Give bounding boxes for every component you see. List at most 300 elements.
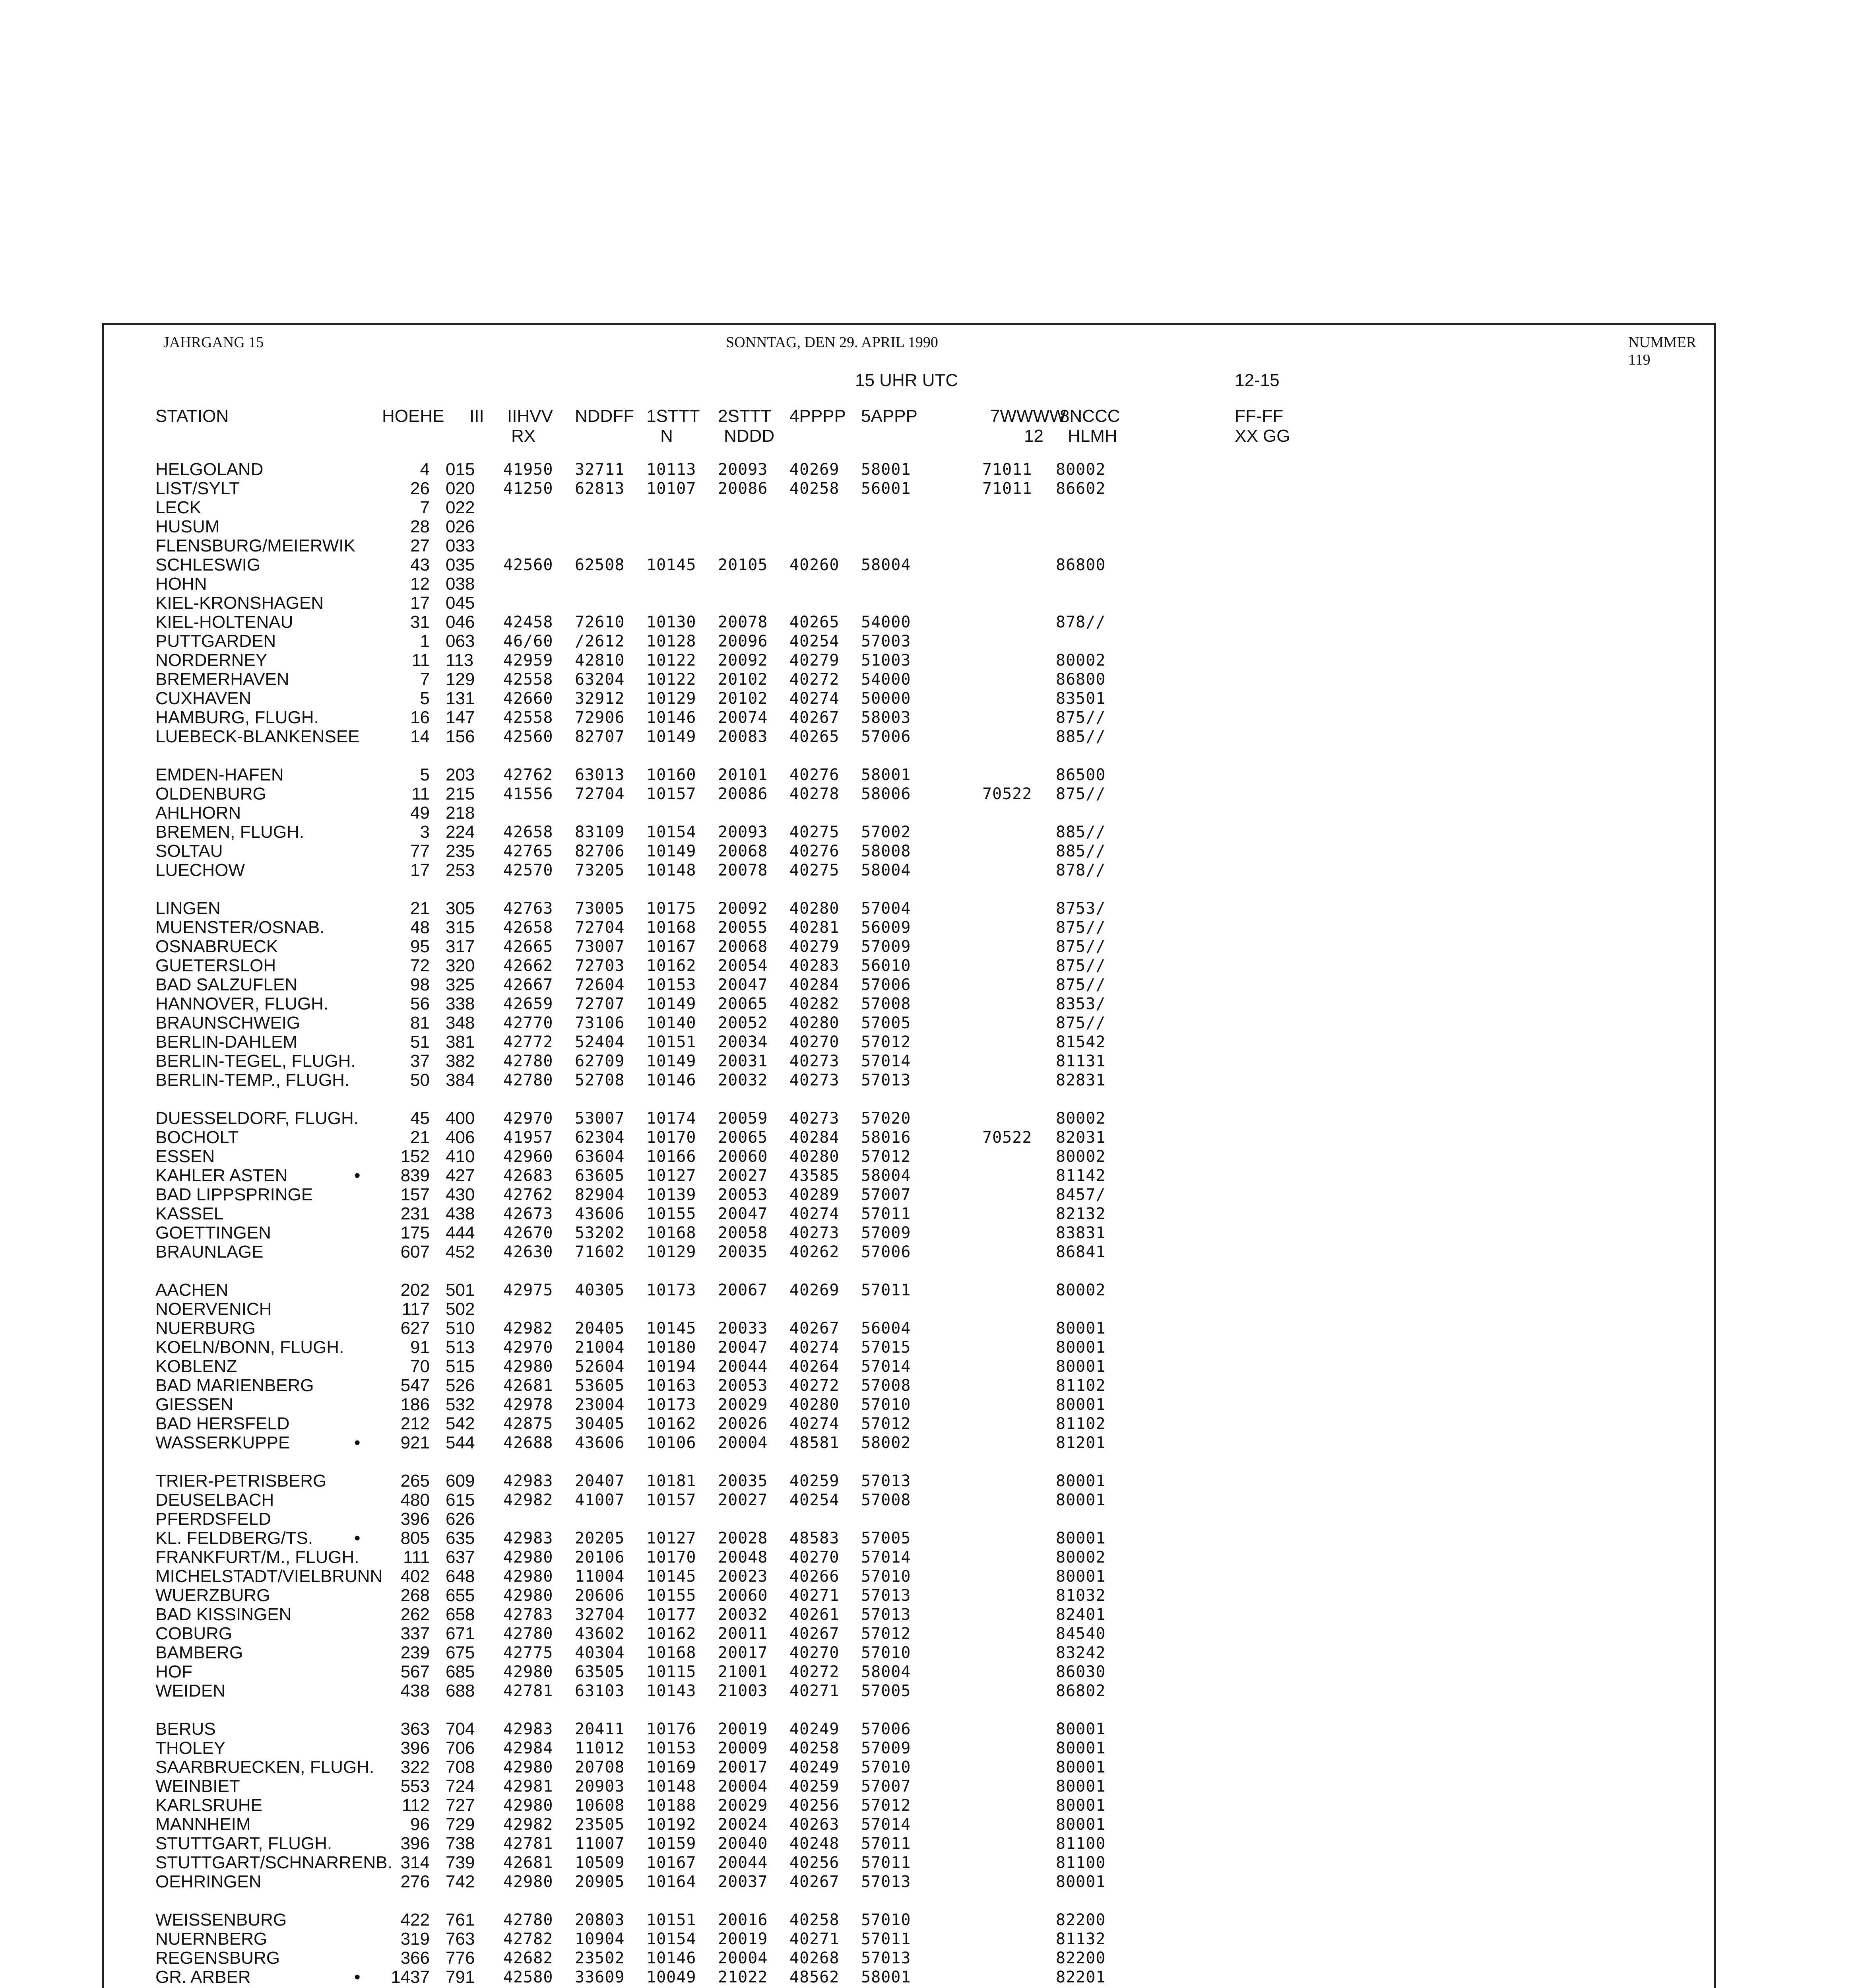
group-2sttt: 20102 — [718, 670, 768, 689]
group-1sttt: 10180 — [646, 1338, 696, 1357]
group-iihvv: 42980 — [503, 1586, 553, 1605]
group-iihvv: 42667 — [503, 976, 553, 994]
group-1sttt: 10115 — [646, 1663, 696, 1681]
group-4pppp: 40273 — [789, 1109, 840, 1128]
group-8nccc: 83242 — [1056, 1644, 1106, 1662]
group-5appp: 57005 — [861, 1014, 911, 1032]
group-2sttt: 20026 — [718, 1415, 768, 1433]
group-nddff: 32711 — [575, 460, 625, 479]
group-5appp: 57011 — [861, 1930, 911, 1948]
group-4pppp: 40279 — [789, 651, 840, 670]
station-name: STUTTGART, FLUGH. — [155, 1834, 332, 1853]
group-2sttt: 20047 — [718, 976, 768, 994]
station-height: 212 — [400, 1414, 430, 1433]
station-index: 022 — [446, 498, 475, 517]
station-height: 72 — [410, 956, 430, 975]
group-2sttt: 20086 — [718, 480, 768, 498]
station-height: 112 — [402, 1796, 430, 1815]
station-name: SOLTAU — [155, 841, 223, 861]
station-index: 348 — [446, 1013, 475, 1033]
group-1sttt: 10149 — [646, 995, 696, 1013]
table-row — [104, 1968, 1694, 1987]
table-row — [104, 689, 1694, 708]
group-8nccc: 86800 — [1056, 556, 1106, 574]
table-row — [104, 975, 1694, 994]
station-name: FLENSBURG/MEIERWIK — [155, 536, 355, 555]
group-1sttt: 10146 — [646, 1071, 696, 1089]
station-height: 48 — [410, 918, 430, 937]
group-4pppp: 43585 — [789, 1167, 840, 1185]
group-nddff: 72704 — [575, 785, 625, 803]
col-8nccc: 8NCCC — [1060, 406, 1120, 426]
group-2sttt: 20093 — [718, 460, 768, 479]
station-name: NUERNBERG — [155, 1929, 268, 1949]
station-name: MUENSTER/OSNAB. — [155, 918, 325, 937]
group-8nccc: 82200 — [1056, 1911, 1106, 1929]
group-2sttt: 20060 — [718, 1586, 768, 1605]
group-5appp: 58001 — [861, 460, 911, 479]
station-height: 51 — [410, 1032, 430, 1052]
station-height: 268 — [400, 1586, 430, 1605]
group-iihvv: 42688 — [503, 1434, 553, 1452]
station-height: 396 — [400, 1834, 430, 1853]
group-nddff: 63604 — [575, 1147, 625, 1166]
group-1sttt: 10127 — [646, 1167, 696, 1185]
station-index: 515 — [446, 1357, 475, 1376]
station-index: 382 — [446, 1051, 475, 1071]
group-nddff: 23505 — [575, 1815, 625, 1834]
table-row — [104, 1300, 1694, 1319]
group-4pppp: 40271 — [789, 1930, 840, 1948]
group-8nccc: 86802 — [1056, 1682, 1106, 1700]
group-4pppp: 40274 — [789, 1338, 840, 1357]
group-1sttt: 10106 — [646, 1434, 696, 1452]
group-5appp: 51003 — [861, 651, 911, 670]
station-index: 626 — [446, 1509, 475, 1529]
table-row — [104, 994, 1694, 1013]
group-1sttt: 10149 — [646, 728, 696, 746]
station-name: BREMERHAVEN — [155, 670, 289, 689]
volume-label: JAHRGANG 15 — [163, 334, 264, 351]
station-height: 402 — [400, 1567, 430, 1586]
station-height: 627 — [400, 1318, 430, 1338]
table-row — [104, 1281, 1694, 1300]
group-5appp: 57015 — [861, 1338, 911, 1357]
table-row — [104, 1109, 1694, 1128]
group-4pppp: 40276 — [789, 766, 840, 784]
group-2sttt: 21022 — [718, 1968, 768, 1986]
table-row — [104, 498, 1694, 517]
group-4pppp: 40258 — [789, 480, 840, 498]
group-4pppp: 40254 — [789, 1491, 840, 1509]
station-index: 015 — [446, 460, 475, 479]
group-8nccc: 80002 — [1056, 1548, 1106, 1567]
issue-number: NUMMER 119 — [1628, 334, 1697, 368]
station-height: 157 — [400, 1185, 430, 1204]
col-iihvv: IIHVV — [507, 406, 553, 426]
station-name: OLDENBURG — [155, 784, 266, 804]
table-row — [104, 1796, 1694, 1815]
table-row — [104, 1605, 1694, 1624]
station-height: 337 — [400, 1624, 430, 1643]
group-nddff: 21004 — [575, 1338, 625, 1357]
station-name: BREMEN, FLUGH. — [155, 822, 305, 842]
station-height: 1437 — [391, 1967, 430, 1987]
group-5appp: 57011 — [861, 1205, 911, 1223]
group-2sttt: 20053 — [718, 1376, 768, 1395]
mountain-marker: • — [354, 1166, 361, 1185]
group-iihvv: 42762 — [503, 1186, 553, 1204]
station-name: KOELN/BONN, FLUGH. — [155, 1338, 344, 1357]
group-iihvv: 42658 — [503, 823, 553, 841]
group-5appp: 57003 — [861, 632, 911, 650]
group-nddff: 20803 — [575, 1911, 625, 1929]
group-4pppp: 40284 — [789, 1128, 840, 1147]
table-row — [104, 613, 1694, 632]
group-nddff: 72610 — [575, 613, 625, 631]
group-iihvv: 42984 — [503, 1739, 553, 1757]
group-2sttt: 20023 — [718, 1567, 768, 1586]
station-index: 526 — [446, 1376, 475, 1395]
group-5appp: 57005 — [861, 1682, 911, 1700]
station-height: 202 — [400, 1280, 430, 1300]
table-row — [104, 1930, 1694, 1949]
station-height: 17 — [410, 593, 430, 613]
group-2sttt: 20027 — [718, 1491, 768, 1509]
station-name: ESSEN — [155, 1147, 215, 1166]
station-index: 315 — [446, 918, 475, 937]
station-index: 020 — [446, 479, 475, 498]
station-name: DUESSELDORF, FLUGH. — [155, 1109, 359, 1128]
col-n: N — [660, 426, 673, 446]
group-4pppp: 40271 — [789, 1682, 840, 1700]
station-height: 438 — [400, 1681, 430, 1701]
station-index: 203 — [446, 765, 475, 784]
group-5appp: 58002 — [861, 1434, 911, 1452]
station-height: 37 — [410, 1051, 430, 1071]
group-2sttt: 20024 — [718, 1815, 768, 1834]
group-nddff: 40304 — [575, 1644, 625, 1662]
station-height: 77 — [410, 841, 430, 861]
station-name: PUTTGARDEN — [155, 631, 276, 651]
group-2sttt: 20032 — [718, 1071, 768, 1089]
group-1sttt: 10129 — [646, 1243, 696, 1261]
group-5appp: 57014 — [861, 1052, 911, 1070]
station-index: 452 — [446, 1242, 475, 1262]
group-nddff: 41007 — [575, 1491, 625, 1509]
station-name: FRANKFURT/M., FLUGH. — [155, 1547, 359, 1567]
group-1sttt: 10130 — [646, 613, 696, 631]
group-nddff: 42810 — [575, 651, 625, 670]
table-row — [104, 1242, 1694, 1262]
table-row — [104, 1166, 1694, 1185]
group-8nccc: 875// — [1056, 938, 1106, 956]
group-8nccc: 83501 — [1056, 689, 1106, 708]
station-height: 276 — [400, 1872, 430, 1891]
table-row — [104, 1510, 1694, 1529]
group-4pppp: 40254 — [789, 632, 840, 650]
group-nddff: 73007 — [575, 938, 625, 956]
station-index: 444 — [446, 1223, 475, 1242]
group-4pppp: 40282 — [789, 995, 840, 1013]
group-4pppp: 40262 — [789, 1243, 840, 1261]
group-nddff: 71602 — [575, 1243, 625, 1261]
table-row — [104, 1338, 1694, 1357]
group-5appp: 56010 — [861, 957, 911, 975]
group-iihvv: 42630 — [503, 1243, 553, 1261]
col-2sttt: 2STTT — [718, 406, 772, 426]
group-iihvv: 42781 — [503, 1682, 553, 1700]
station-index: 035 — [446, 555, 475, 575]
station-index: 406 — [446, 1128, 475, 1147]
mountain-marker: • — [354, 1433, 361, 1452]
group-8nccc: 80001 — [1056, 1796, 1106, 1815]
group-5appp: 57014 — [861, 1357, 911, 1376]
group-iihvv: 42983 — [503, 1529, 553, 1547]
group-8nccc: 80001 — [1056, 1319, 1106, 1338]
group-1sttt: 10166 — [646, 1147, 696, 1166]
group-nddff: 62813 — [575, 480, 625, 498]
group-nddff: 72707 — [575, 995, 625, 1013]
group-2sttt: 20102 — [718, 689, 768, 708]
group-nddff: 52708 — [575, 1071, 625, 1089]
group-5appp: 57013 — [861, 1472, 911, 1490]
group-iihvv: 42982 — [503, 1319, 553, 1338]
group-1sttt: 10162 — [646, 957, 696, 975]
group-5appp: 56004 — [861, 1319, 911, 1338]
station-name: GIESSEN — [155, 1395, 233, 1414]
group-nddff: 20411 — [575, 1720, 625, 1738]
group-1sttt: 10145 — [646, 556, 696, 574]
group-iihvv: 42665 — [503, 938, 553, 956]
station-height: 43 — [410, 555, 430, 575]
station-name: HANNOVER, FLUGH. — [155, 994, 329, 1013]
group-2sttt: 20004 — [718, 1434, 768, 1452]
group-nddff: 82706 — [575, 842, 625, 860]
group-nddff: 10904 — [575, 1930, 625, 1948]
table-row — [104, 1834, 1694, 1853]
group-nddff: 32912 — [575, 689, 625, 708]
group-iihvv: 42975 — [503, 1281, 553, 1299]
group-nddff: 83109 — [575, 823, 625, 841]
group-5appp: 58001 — [861, 1968, 911, 1986]
group-iihvv: 42683 — [503, 1167, 553, 1185]
group-8nccc: 80002 — [1056, 651, 1106, 670]
station-index: 658 — [446, 1605, 475, 1624]
group-5appp: 57013 — [861, 1606, 911, 1624]
group-4pppp: 40272 — [789, 1663, 840, 1681]
group-1sttt: 10160 — [646, 766, 696, 784]
group-5appp: 57010 — [861, 1396, 911, 1414]
table-row — [104, 1185, 1694, 1204]
station-name: HOF — [155, 1662, 192, 1681]
station-height: 56 — [410, 994, 430, 1013]
group-4pppp: 40256 — [789, 1854, 840, 1872]
group-8nccc: 80001 — [1056, 1739, 1106, 1757]
group-5appp: 57011 — [861, 1281, 911, 1299]
group-4pppp: 40273 — [789, 1071, 840, 1089]
group-4pppp: 40267 — [789, 709, 840, 727]
col-nddd: NDDD — [724, 426, 775, 446]
group-1sttt: 10149 — [646, 1052, 696, 1070]
station-height: 175 — [400, 1223, 430, 1242]
station-index: 338 — [446, 994, 475, 1013]
group-2sttt: 20028 — [718, 1529, 768, 1547]
table-row — [104, 1433, 1694, 1452]
station-index: 325 — [446, 975, 475, 994]
table-row — [104, 708, 1694, 727]
group-nddff: 52604 — [575, 1357, 625, 1376]
station-name: CUXHAVEN — [155, 689, 252, 708]
group-2sttt: 20065 — [718, 995, 768, 1013]
station-height: 265 — [400, 1471, 430, 1491]
group-8nccc: 80001 — [1056, 1529, 1106, 1547]
station-height: 7 — [420, 670, 430, 689]
station-height: 4 — [420, 460, 430, 479]
station-name: PFERDSFELD — [155, 1509, 271, 1529]
table-row — [104, 1872, 1694, 1891]
group-2sttt: 20092 — [718, 651, 768, 670]
station-index: 776 — [446, 1948, 475, 1968]
group-8nccc: 8753/ — [1056, 899, 1106, 918]
group-1sttt: 10167 — [646, 938, 696, 956]
group-7wwww: 71011 — [982, 460, 1032, 479]
group-2sttt: 20035 — [718, 1472, 768, 1490]
col-hlmh: HLMH — [1068, 426, 1117, 446]
table-row — [104, 1910, 1694, 1930]
group-1sttt: 10174 — [646, 1109, 696, 1128]
table-row — [104, 1204, 1694, 1223]
group-iihvv: 42970 — [503, 1338, 553, 1357]
group-1sttt: 10122 — [646, 651, 696, 670]
group-nddff: 73005 — [575, 899, 625, 918]
group-iihvv: 42980 — [503, 1663, 553, 1681]
group-8nccc: 81032 — [1056, 1586, 1106, 1605]
group-2sttt: 20040 — [718, 1835, 768, 1853]
group-8nccc: 885// — [1056, 728, 1106, 746]
group-2sttt: 20047 — [718, 1338, 768, 1357]
group-2sttt: 20019 — [718, 1720, 768, 1738]
group-5appp: 57012 — [861, 1625, 911, 1643]
station-height: 607 — [400, 1242, 430, 1262]
group-iihvv: 42978 — [503, 1396, 553, 1414]
station-index: 688 — [446, 1681, 475, 1701]
group-4pppp: 40273 — [789, 1052, 840, 1070]
group-4pppp: 40276 — [789, 842, 840, 860]
group-nddff: 43606 — [575, 1434, 625, 1452]
group-iihvv: 42570 — [503, 861, 553, 879]
group-iihvv: 42983 — [503, 1472, 553, 1490]
station-index: 113 — [446, 650, 474, 670]
station-height: 28 — [410, 517, 430, 536]
group-4pppp: 40278 — [789, 785, 840, 803]
group-4pppp: 40263 — [789, 1815, 840, 1834]
group-2sttt: 21003 — [718, 1682, 768, 1700]
group-8nccc: 86030 — [1056, 1663, 1106, 1681]
group-nddff: 73205 — [575, 861, 625, 879]
group-8nccc: 82201 — [1056, 1968, 1106, 1986]
group-2sttt: 20060 — [718, 1147, 768, 1166]
group-2sttt: 20093 — [718, 823, 768, 841]
group-8nccc: 80001 — [1056, 1815, 1106, 1834]
station-height: 314 — [400, 1853, 430, 1872]
group-2sttt: 20067 — [718, 1281, 768, 1299]
group-1sttt: 10175 — [646, 899, 696, 918]
group-5appp: 57008 — [861, 995, 911, 1013]
group-1sttt: 10157 — [646, 785, 696, 803]
group-iihvv: 42781 — [503, 1835, 553, 1853]
station-height: 117 — [402, 1299, 430, 1319]
group-5appp: 57020 — [861, 1109, 911, 1128]
station-name: BAD LIPPSPRINGE — [155, 1185, 313, 1204]
group-8nccc: 80001 — [1056, 1873, 1106, 1891]
station-height: 11 — [411, 784, 430, 804]
group-5appp: 57006 — [861, 976, 911, 994]
station-name: SAARBRUECKEN, FLUGH. — [155, 1757, 374, 1777]
group-iihvv: 42982 — [503, 1815, 553, 1834]
group-2sttt: 20009 — [718, 1739, 768, 1757]
group-8nccc: 82031 — [1056, 1128, 1106, 1147]
group-5appp: 50000 — [861, 689, 911, 708]
group-iihvv: 42762 — [503, 766, 553, 784]
group-5appp: 57010 — [861, 1758, 911, 1776]
group-5appp: 57009 — [861, 1224, 911, 1242]
station-index: 609 — [446, 1471, 475, 1491]
group-4pppp: 40274 — [789, 1205, 840, 1223]
table-row — [104, 823, 1694, 842]
group-iihvv: 42980 — [503, 1796, 553, 1815]
table-row — [104, 1491, 1694, 1510]
group-2sttt: 20105 — [718, 556, 768, 574]
group-8nccc: 80001 — [1056, 1491, 1106, 1509]
station-height: 422 — [400, 1910, 430, 1930]
station-height: 1 — [420, 631, 430, 651]
station-index: 704 — [446, 1719, 475, 1739]
group-8nccc: 84540 — [1056, 1625, 1106, 1643]
mountain-marker: • — [354, 1528, 361, 1548]
station-index: 046 — [446, 612, 475, 632]
group-8nccc: 878// — [1056, 613, 1106, 631]
table-row — [104, 1815, 1694, 1834]
group-8nccc: 86800 — [1056, 670, 1106, 689]
group-iihvv: 42970 — [503, 1109, 553, 1128]
station-index: 510 — [446, 1318, 475, 1338]
station-index: 513 — [446, 1338, 475, 1357]
table-row — [104, 1777, 1694, 1796]
station-name: BERLIN-TEGEL, FLUGH. — [155, 1051, 356, 1071]
col-iii: III — [469, 406, 484, 426]
station-height: 480 — [400, 1490, 430, 1510]
group-iihvv: 42560 — [503, 556, 553, 574]
group-4pppp: 40280 — [789, 1014, 840, 1032]
col-5appp: 5APPP — [861, 406, 917, 426]
station-index: 738 — [446, 1834, 475, 1853]
group-iihvv: 42780 — [503, 1911, 553, 1929]
group-2sttt: 20078 — [718, 613, 768, 631]
group-8nccc: 80001 — [1056, 1758, 1106, 1776]
table-row — [104, 804, 1694, 823]
table-row — [104, 1662, 1694, 1681]
station-index: 655 — [446, 1586, 475, 1605]
group-4pppp: 40259 — [789, 1777, 840, 1796]
group-iihvv: 46/60 — [503, 632, 553, 650]
station-index: 320 — [446, 956, 475, 975]
station-index: 542 — [446, 1414, 475, 1433]
group-nddff: /2612 — [575, 632, 625, 650]
group-4pppp: 40267 — [789, 1873, 840, 1891]
group-2sttt: 20027 — [718, 1167, 768, 1185]
group-5appp: 57007 — [861, 1777, 911, 1796]
